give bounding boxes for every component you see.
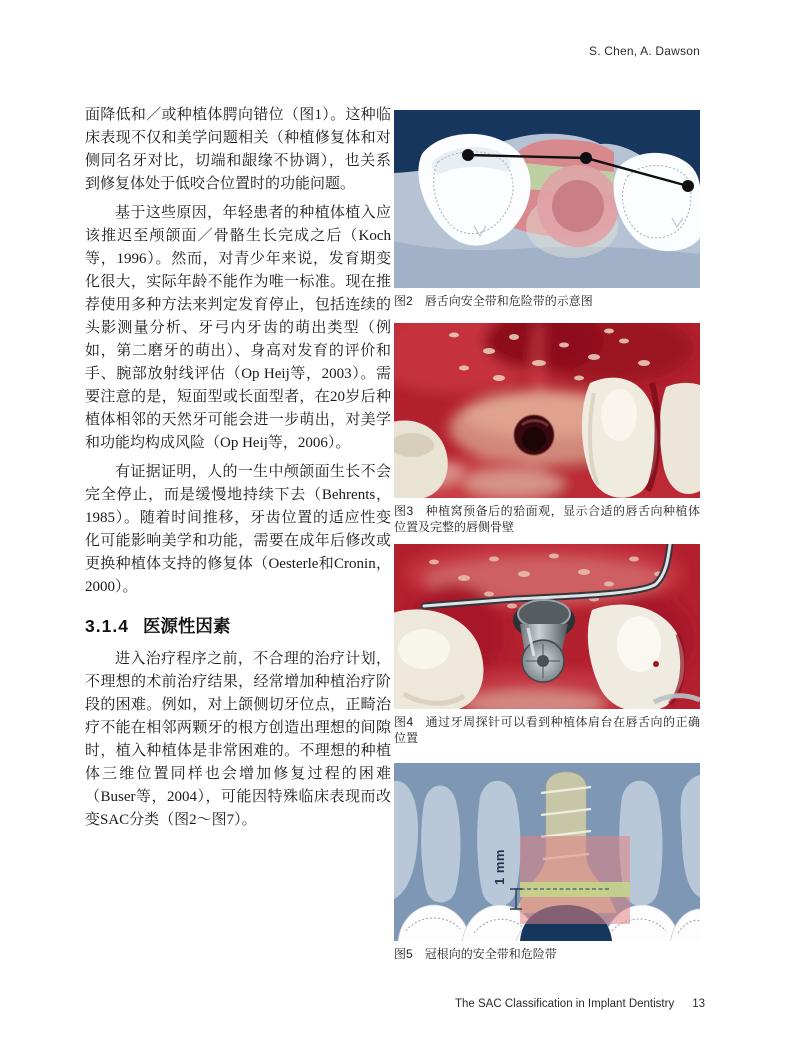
section-heading bbox=[85, 613, 391, 638]
paragraph: 进入治疗程序之前，不合理的治疗计划，不理想的术前治疗结果，经常增加种植治疗阶段的困难。例如，对上颌侧切牙位点，正畸治疗不能在相邻两颗牙的根方创造出理想的间隙时，植入种植体是非常困难的。不理想的种植体三维位置同样也会增加修复过程的困难（Buser等，2004），可能因特殊临床表现而改变SAC分类（图2～图7）。 bbox=[85, 651, 391, 828]
footer bbox=[455, 998, 705, 1010]
paragraph: 有证据证明，人的一生中颅颌面生长不会完全停止，而是缓慢地持续下去（Behrents，1985）。随着时间推移，牙齿位置的适应性变化可能影响美学和功能，需要在成年后修改或更换种植体支持的修复体（Oesterle和Cronin，2000）。 bbox=[85, 464, 391, 595]
figure-3-caption bbox=[394, 503, 700, 535]
section-title: 医源性因素 bbox=[142, 616, 231, 636]
running-title: The SAC Classification in Implant Dentistry bbox=[454, 998, 675, 1010]
caption-text: 通过牙周探针可以看到种植体肩台在唇舌向的正确位置 bbox=[394, 715, 700, 745]
figure-4-photo bbox=[394, 544, 700, 709]
caption-text: 种植窝预备后的𬌗面观，显示合适的唇舌向种植体位置及完整的唇侧骨壁 bbox=[394, 504, 700, 534]
author-header: S. Chen, A. Dawson bbox=[589, 44, 700, 58]
figure-label: 图5 bbox=[394, 947, 413, 961]
figure-4 bbox=[394, 544, 700, 746]
section-number: 3.1.4 bbox=[85, 616, 129, 636]
osteotomy-hole bbox=[514, 415, 554, 455]
danger-zone bbox=[520, 836, 630, 924]
figure-2 bbox=[394, 110, 700, 309]
figure-2-graphic bbox=[394, 110, 700, 288]
figure-5-graphic bbox=[394, 763, 700, 941]
paragraph: 面降低和／或种植体腭向错位（图1）。这种临床表现不仅和美学问题相关（种植修复体和对侧同名牙对比，切端和龈缘不协调），也关系到修复体处于低咬合位置时的功能问题。 bbox=[85, 107, 391, 192]
figure-label: 图4 bbox=[394, 715, 414, 729]
caption-text: 冠根向的安全带和危险带 bbox=[424, 947, 557, 961]
tooth-right bbox=[582, 378, 658, 498]
paragraph: 基于这些原因，年轻患者的种植体植入应该推迟至颅颌面／骨骼生长完成之后（Koch等，1996）。然而，对青少年来说，发育期变化很大，实际年龄不能作为唯一标准。现在推荐使用多种方法来判定发育停止，包括连续的头影测量分析、牙弓内牙齿的萌出类型（例如，第二磨牙的萌出）、身高对发育的评价和手、腕部放射线评估（Op Heij等，2003）。需要注意的是，短面型或长面型者，在20岁后种植体相邻的天然牙可能会进一步萌出，对美学和功能均构成风险（Op Heij等，2006）。 bbox=[85, 205, 391, 451]
caption-text: 唇舌向安全带和危险带的示意图 bbox=[424, 294, 593, 308]
figure-5-caption bbox=[394, 946, 700, 962]
figure-3 bbox=[394, 323, 700, 535]
implant-body-circle bbox=[552, 180, 604, 232]
figure-4-caption bbox=[394, 714, 700, 746]
one-mm-label: 1 mm bbox=[492, 849, 507, 885]
body-text-column bbox=[85, 104, 391, 838]
figure-label: 图2 bbox=[394, 294, 413, 308]
figure-2-caption bbox=[394, 293, 700, 309]
page-number: 13 bbox=[692, 998, 705, 1010]
figure-column bbox=[394, 110, 700, 962]
figure-3-photo bbox=[394, 323, 700, 498]
figure-5 bbox=[394, 763, 700, 962]
figure-label: 图3 bbox=[394, 504, 414, 518]
